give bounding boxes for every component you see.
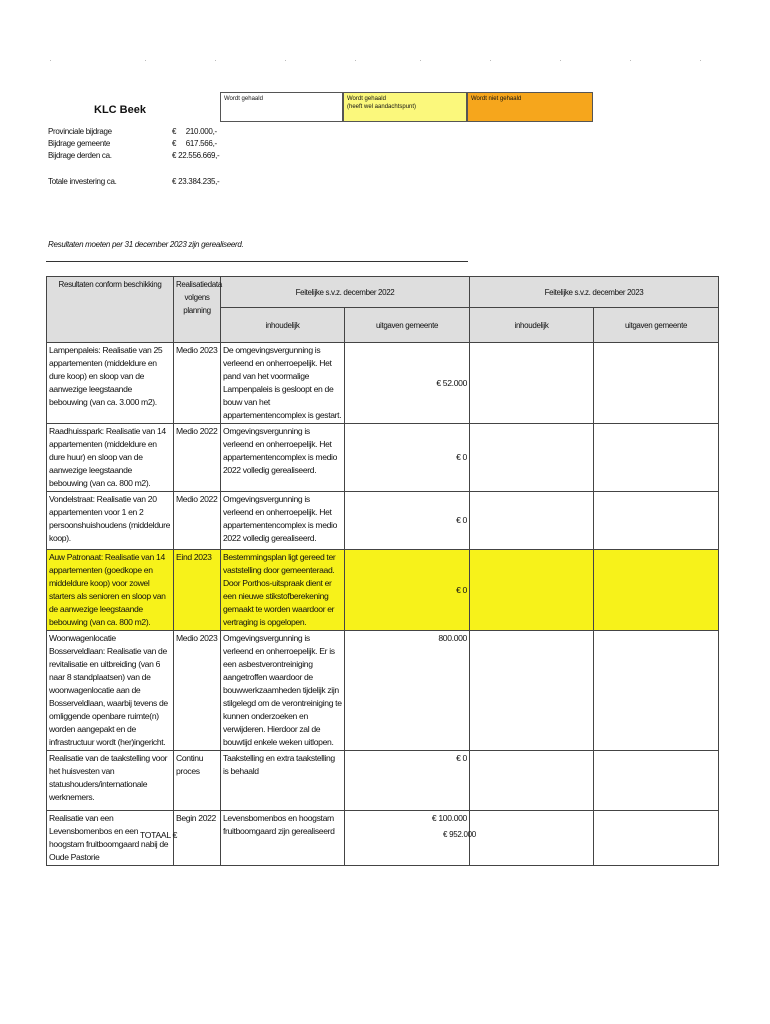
row-result: Raadhuisspark: Realisatie van 14 appartementen (middeldure en dure huur) en sloop van de aanwezige leegstaande bebouwing (van ca. 800 m2). xyxy=(47,424,174,492)
row-content-2023 xyxy=(470,492,594,550)
total-investment-label: Totale investering ca. xyxy=(48,177,117,186)
funding-value-0: € 210.000,- xyxy=(172,127,217,136)
row-content-2023 xyxy=(470,631,594,751)
row-content-2023 xyxy=(470,550,594,631)
row-content-2023 xyxy=(470,751,594,811)
row-content: Omgevingsvergunning is verleend en onherroepelijk. Het appartementencomplex is medio 2022 volledig gerealiseerd. xyxy=(221,492,345,550)
header-spend-2023: uitgaven gemeente xyxy=(594,308,719,343)
row-result: Woonwagenlocatie Bosserveldlaan: Realisatie van de revitalisatie en uitbreiding (van 6 naar 8 standplaatsen) van de woonwagenlocatie aan de Bosserveldlaan, waarbij tevens de omliggende openbare ruimte(n) worden aangepakt en de infrastructuur wordt (her)ingericht. xyxy=(47,631,174,751)
funding-label-1: Bijdrage gemeente xyxy=(48,139,111,148)
funding-label-2: Bijdrage derden ca. xyxy=(48,151,112,160)
total-investment-value: € 23.384.235,- xyxy=(172,177,220,186)
legend-attention xyxy=(343,92,467,122)
row-date: Medio 2023 xyxy=(174,343,221,424)
table-row xyxy=(47,492,719,550)
table-row xyxy=(47,751,719,811)
row-date: Medio 2023 xyxy=(174,631,221,751)
legend-attention-note: (heeft wel aandachtspunt) xyxy=(347,104,417,110)
row-result: Realisatie van een Levensbomenbos en een hoogstam fruitboomgaard nabij de Oude Pastorie xyxy=(47,811,174,866)
header-results: Resultaten conform beschikking xyxy=(47,277,174,343)
row-date: Eind 2023 xyxy=(174,550,221,631)
table-row xyxy=(47,343,719,424)
row-content: Levensbomenbos en hoogstam fruitboomgaard zijn gerealiseerd xyxy=(221,811,345,866)
row-spend: € 52.000 xyxy=(345,343,470,424)
table-row-highlighted xyxy=(47,550,719,631)
funding-value-1: € 617.566,- xyxy=(172,139,217,148)
row-content: De omgevingsvergunning is verleend en onherroepelijk. Het pand van het voormalige Lampenpaleis is gesloopt en de bouw van het appartementencomplex is gestart. xyxy=(221,343,345,424)
row-content: Bestemmingsplan ligt gereed ter vaststelling door gemeenteraad. Door Porthos-uitspraak dient er een nieuwe stikstofberekening gemaakt te worden waardoor er vertraging is opgelopen. xyxy=(221,550,345,631)
row-content-2023 xyxy=(470,424,594,492)
row-spend-2023 xyxy=(594,424,719,492)
divider xyxy=(46,261,468,262)
header-status-2023: Feitelijke s.v.z. december 2023 xyxy=(470,277,719,308)
total-value: € 952.000 xyxy=(443,830,476,839)
row-spend: € 0 xyxy=(345,492,470,550)
header-status-2022: Feitelijke s.v.z. december 2022 xyxy=(221,277,470,308)
row-content-2023 xyxy=(470,811,594,866)
row-spend: € 0 xyxy=(345,751,470,811)
total-label: TOTAAL € xyxy=(140,830,178,840)
legend-not-achieved xyxy=(467,92,593,122)
row-date: Begin 2022 xyxy=(174,811,221,866)
funding-label-0: Provinciale bijdrage xyxy=(48,127,112,136)
header-spend-2022: uitgaven gemeente xyxy=(345,308,470,343)
funding-value-2: € 22.556.669,- xyxy=(172,151,220,160)
header-planning-date: Realisatiedata volgens planning xyxy=(174,277,221,343)
page-title: KLC Beek xyxy=(94,104,146,116)
row-spend-2023 xyxy=(594,811,719,866)
row-content: Omgevingsvergunning is verleend en onherroepelijk. Het appartementencomplex is medio 2022 volledig gerealiseerd. xyxy=(221,424,345,492)
legend-attention-label: Wordt gehaald xyxy=(347,96,386,102)
row-date: Continu proces xyxy=(174,751,221,811)
row-content: Omgevingsvergunning is verleend en onherroepelijk. Er is een asbestverontreiniging aangetroffen waardoor de bouwwerkzaamheden tijdelijk zijn stilgelegd om de verontreiniging te kunnen onderzoeken en verwijderen. Hierdoor zal de bouwtijd enkele weken uitlopen. xyxy=(221,631,345,751)
row-spend: € 100.000 xyxy=(345,811,470,866)
row-result: Realisatie van de taakstelling voor het huisvesten van statushouders/internationale werknemers. xyxy=(47,751,174,811)
legend-not-achieved-label: Wordt niet gehaald xyxy=(471,96,522,102)
row-result: Lampenpaleis: Realisatie van 25 appartementen (middeldure en dure koop) en sloop van de aanwezige leegstaande bebouwing (van ca. 3.000 m2). xyxy=(47,343,174,424)
scan-marks xyxy=(50,60,710,62)
row-spend-2023 xyxy=(594,343,719,424)
header-content-2023: inhoudelijk xyxy=(470,308,594,343)
legend-achieved xyxy=(220,92,343,122)
row-spend-2023 xyxy=(594,631,719,751)
row-spend: 800.000 xyxy=(345,631,470,751)
row-spend: € 0 xyxy=(345,550,470,631)
table-row xyxy=(47,631,719,751)
legend-achieved-label: Wordt gehaald xyxy=(224,96,263,102)
row-spend: € 0 xyxy=(345,424,470,492)
results-table xyxy=(46,276,719,866)
row-content-2023 xyxy=(470,343,594,424)
table-row xyxy=(47,424,719,492)
deadline-note: Resultaten moeten per 31 december 2023 zijn gerealiseerd. xyxy=(48,240,244,249)
row-result: Auw Patronaat: Realisatie van 14 appartementen (goedkope en middeldure koop) voor zowel starters als senioren en sloop van de aanwezige leegstaande bebouwing (van ca. 800 m2). xyxy=(47,550,174,631)
row-spend-2023 xyxy=(594,751,719,811)
row-date: Medio 2022 xyxy=(174,424,221,492)
header-content-2022: inhoudelijk xyxy=(221,308,345,343)
row-content: Taakstelling en extra taakstelling is behaald xyxy=(221,751,345,811)
row-date: Medio 2022 xyxy=(174,492,221,550)
row-result: Vondelstraat: Realisatie van 20 appartementen voor 1 en 2 persoonshuishoudens (middeldure koop). xyxy=(47,492,174,550)
row-spend-2023 xyxy=(594,492,719,550)
row-spend-2023 xyxy=(594,550,719,631)
